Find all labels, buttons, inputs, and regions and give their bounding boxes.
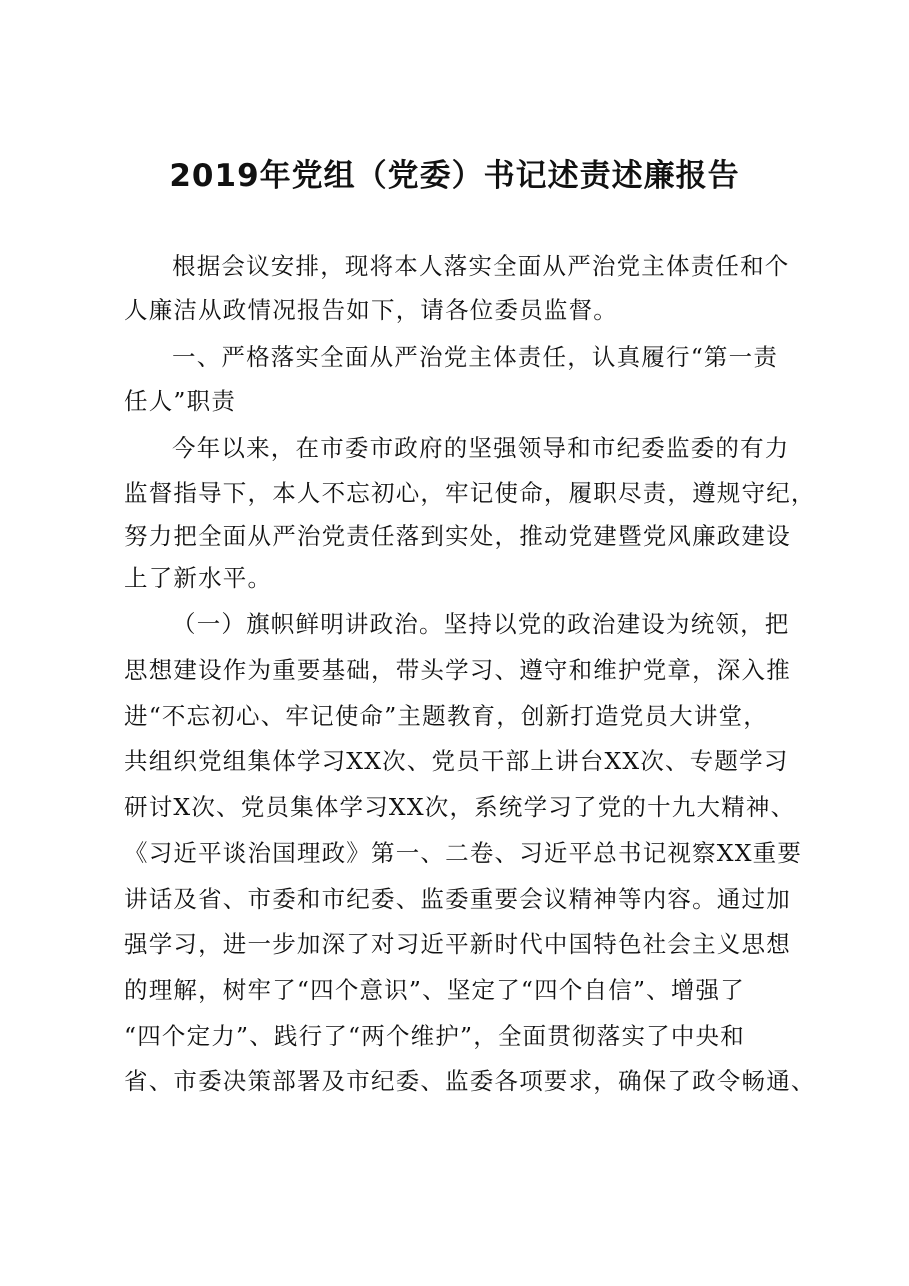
document-title: 2019年党组（党委）书记述责述廉报告	[169, 158, 740, 194]
paragraph-line: 思想建设作为重要基础，带头学习、遵守和维护党章，深入推	[124, 656, 791, 684]
paragraph-line: 讲话及省、市委和市纪委、监委重要会议精神等内容。通过加	[124, 885, 791, 913]
paragraph-line: “四个定力”、践行了“两个维护”，全面贯彻落实了中央和	[124, 1022, 745, 1050]
paragraph-line: 省、市委决策部署及市纪委、监委各项要求，确保了政令畅通、	[124, 1067, 816, 1095]
paragraph-line: 共组织党组集体学习XX次、党员干部上讲台XX次、专题学习	[124, 747, 789, 775]
paragraph-line: 根据会议安排，现将本人落实全面从严治党主体责任和个	[172, 252, 790, 280]
paragraph-line: 上了新水平。	[124, 564, 273, 592]
paragraph-line: 今年以来，在市委市政府的坚强领导和市纪委监委的有力	[172, 434, 790, 462]
paragraph-line: 《习近平谈治国理政》第一、二卷、习近平总书记视察XX重要	[124, 839, 803, 867]
paragraph-line: 强学习，进一步加深了对习近平新时代中国特色社会主义思想	[124, 930, 791, 958]
paragraph-line: 努力把全面从严治党责任落到实处，推动党建暨党风廉政建设	[124, 522, 791, 550]
paragraph-line: 监督指导下，本人不忘初心，牢记使命，履职尽责，遵规守纪，	[124, 479, 816, 507]
section-heading-line: 任人”职责	[124, 387, 237, 415]
paragraph-line: （一）旗帜鲜明讲政治。坚持以党的政治建设为统领，把	[172, 610, 790, 638]
paragraph-line: 的理解，树牢了“四个意识”、坚定了“四个自信”、增强了	[124, 976, 745, 1004]
section-heading-line: 一、严格落实全面从严治党主体责任，认真履行“第一责	[172, 343, 779, 371]
paragraph-line: 进“不忘初心、牢记使命”主题教育，创新打造党员大讲堂，	[124, 702, 768, 730]
paragraph-line: 研讨X次、党员集体学习XX次，系统学习了党的十九大精神、	[124, 793, 796, 821]
paragraph-line: 人廉洁从政情况报告如下，请各位委员监督。	[124, 296, 618, 324]
